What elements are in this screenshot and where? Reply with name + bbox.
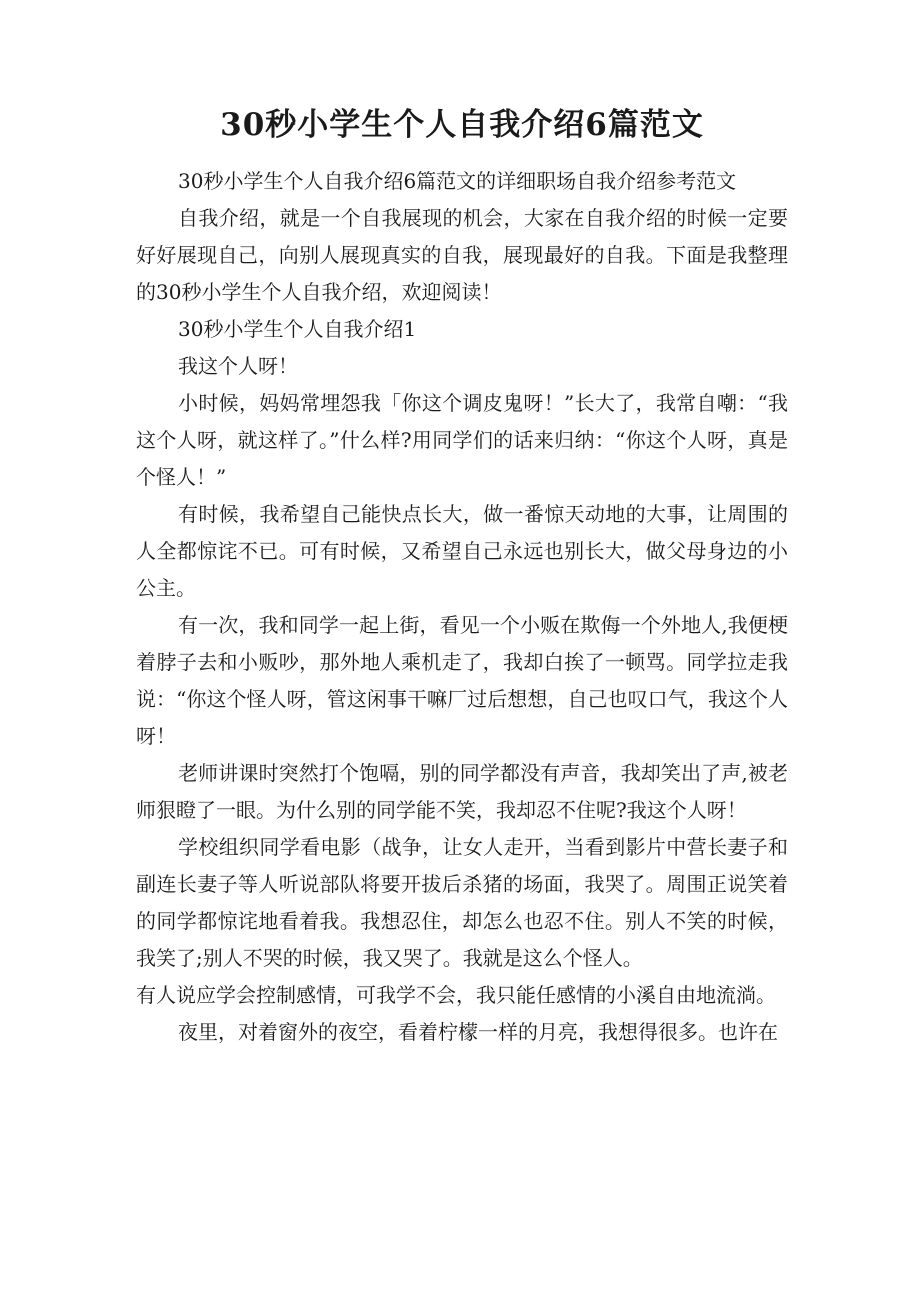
paragraph: 有时候，我希望自己能快点长大，做一番惊天动地的大事，让周围的人全都惊诧不已。可有时候，又希望自己永远也别长大，做父母身边的小公主。 xyxy=(136,502,788,600)
document-body xyxy=(136,163,788,1051)
paragraph: 自我介绍，就是一个自我展现的机会，大家在自我介绍的时候一定要好好展现自己，向别人展现真实的自我，展现最好的自我。下面是我整理的30秒小学生个人自我介绍，欢迎阅读！ xyxy=(136,206,788,304)
paragraph: 有人说应学会控制感情，可我学不会，我只能任感情的小溪自由地流淌。 xyxy=(136,983,776,1007)
paragraph: 有一次，我和同学一起上街，看见一个小贩在欺侮一个外地人,我便梗着脖子去和小贩吵，那外地人乘机走了，我却白挨了一顿骂。同学拉走我说：“你这个怪人呀，管这闲事干嘛厂过后想想，自己也叹口气，我这个人呀！ xyxy=(136,613,788,748)
paragraph: 小时候，妈妈常埋怨我「你这个调皮鬼呀！”长大了，我常自嘲：“我这个人呀，就这样了。”什么样?用同学们的话来归纳：“你这个人呀，真是个怪人！” xyxy=(136,391,788,489)
document-title: 30秒小学生个人自我介绍6篇范文 xyxy=(220,107,704,143)
section-heading: 30秒小学生个人自我介绍1 xyxy=(178,317,417,341)
document-page xyxy=(136,0,788,1051)
paragraph: 老师讲课时突然打个饱嗝，别的同学都没有声音，我却笑出了声,被老师狠瞪了一眼。为什么别的同学能不笑，我却忍不住呢?我这个人呀！ xyxy=(136,761,788,822)
paragraph: 30秒小学生个人自我介绍6篇范文的详细职场自我介绍参考范文 xyxy=(178,169,737,193)
paragraph: 夜里，对着窗外的夜空，看着柠檬一样的月亮，我想得很多。也许在 xyxy=(178,1020,778,1044)
paragraph: 学校组织同学看电影（战争，让女人走开，当看到影片中营长妻子和副连长妻子等人听说部队将要开拔后杀猪的场面，我哭了。周围正说笑着的同学都惊诧地看着我。我想忍住，却怎么也忍不住。别人不笑的时候，我笑了;别人不哭的时候，我又哭了。我就是这么个怪人。 xyxy=(136,835,788,970)
paragraph: 我这个人呀！ xyxy=(178,354,298,378)
